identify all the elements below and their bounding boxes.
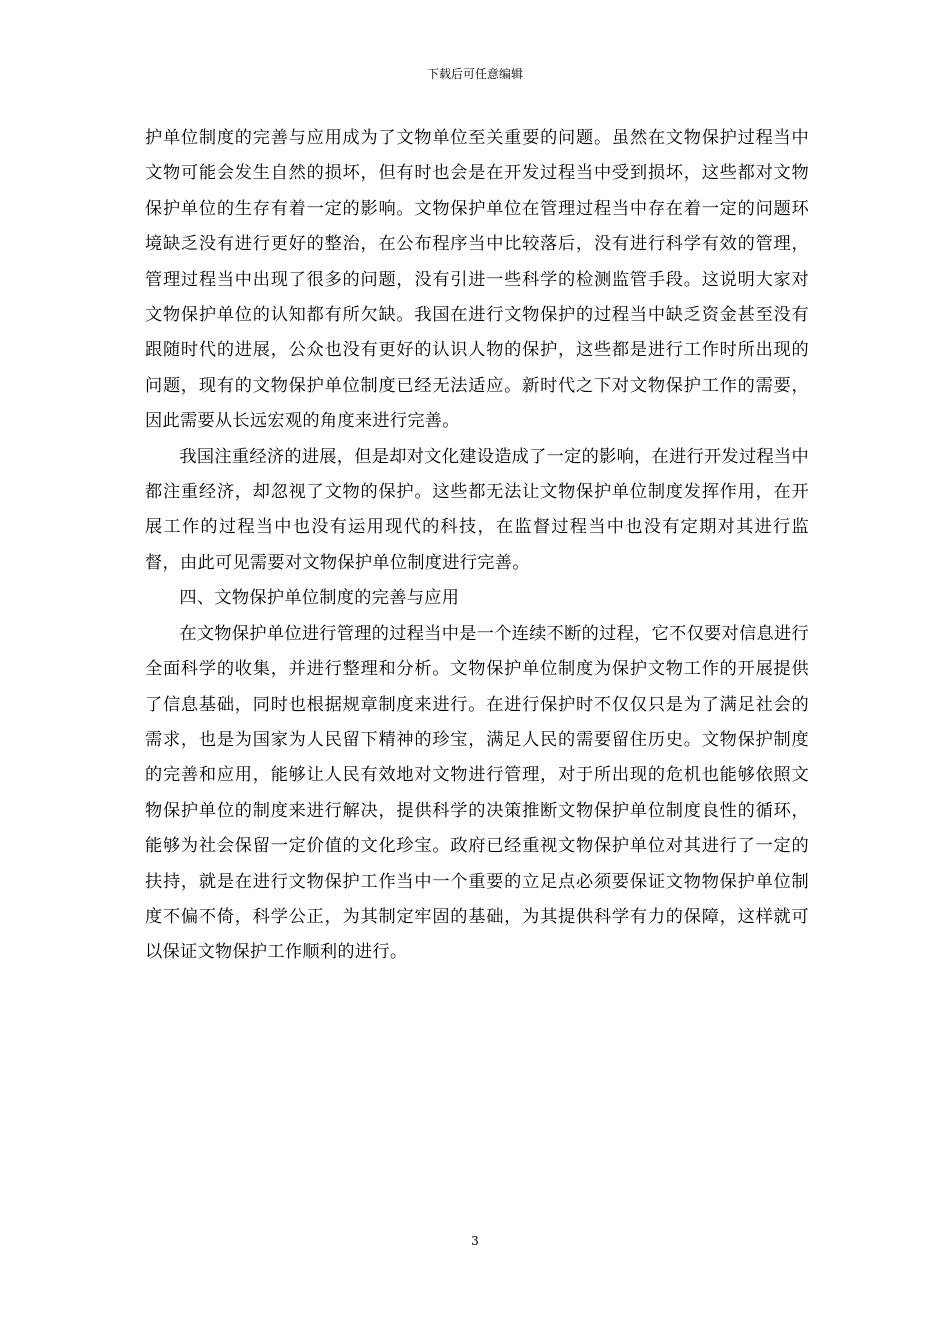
body-text (145, 121, 809, 971)
section-heading: 四、文物保护单位制度的完善与应用 (179, 588, 460, 609)
page-number: 3 (471, 1234, 479, 1248)
paragraph: 在文物保护单位进行管理的过程当中是一个连续不断的过程，它不仅要对信息进行全面科学的收集，并进行整理和分析。文物保护单位制度为保护文物工作的开展提供了信息基础，同时也根据规章制度来进行。在进行保护时不仅仅只是为了满足社会的需求，也是为国家为人民留下精神的珍宝，满足人民的需要留住历史。文物保护制度的完善和应用，能够让人民有效地对文物进行管理，对于所出现的危机也能够依照文物保护单位的制度来进行解决，提供科学的决策推断文物保护单位制度良性的循环，能够为社会保留一定价值的文化珍宝。政府已经重视文物保护单位对其进行了一定的扶持，就是在进行文物保护工作当中一个重要的立足点必须要保证文物物保护单位制度不偏不倚，科学公正，为其制定牢固的基础，为其提供科学有力的保障，这样就可以保证文物保护工作顺利的进行。 (145, 623, 809, 963)
paragraph: 我国注重经济的进展，但是却对文化建设造成了一定的影响，在进行开发过程当中都注重经济，却忽视了文物的保护。这些都无法让文物保护单位制度发挥作用，在开展工作的过程当中也没有运用现代的科技，在监督过程当中也没有定期对其进行监督，由此可见需要对文物保护单位制度进行完善。 (145, 446, 809, 573)
paragraph-continuation: 护单位制度的完善与应用成为了文物单位至关重要的问题。虽然在文物保护过程当中文物可能会发生自然的损坏，但有时也会是在开发过程当中受到损坏，这些都对文物保护单位的生存有着一定的影响。文物保护单位在管理过程当中存在着一定的问题环境缺乏没有进行更好的整治，在公布程序当中比较落后，没有进行科学有效的管理，管理过程当中出现了很多的问题，没有引进一些科学的检测监管手段。这说明大家对文物保护单位的认知都有所欠缺。我国在进行文物保护的过程当中缺乏资金甚至没有跟随时代的进展，公众也没有更好的认识人物的保护，这些都是进行工作时所出现的问题，现有的文物保护单位制度已经无法适应。新时代之下对文物保护工作的需要，因此需要从长远宏观的角度来进行完善。 (145, 128, 809, 432)
page-header: 下载后可任意编辑 (426, 67, 523, 81)
